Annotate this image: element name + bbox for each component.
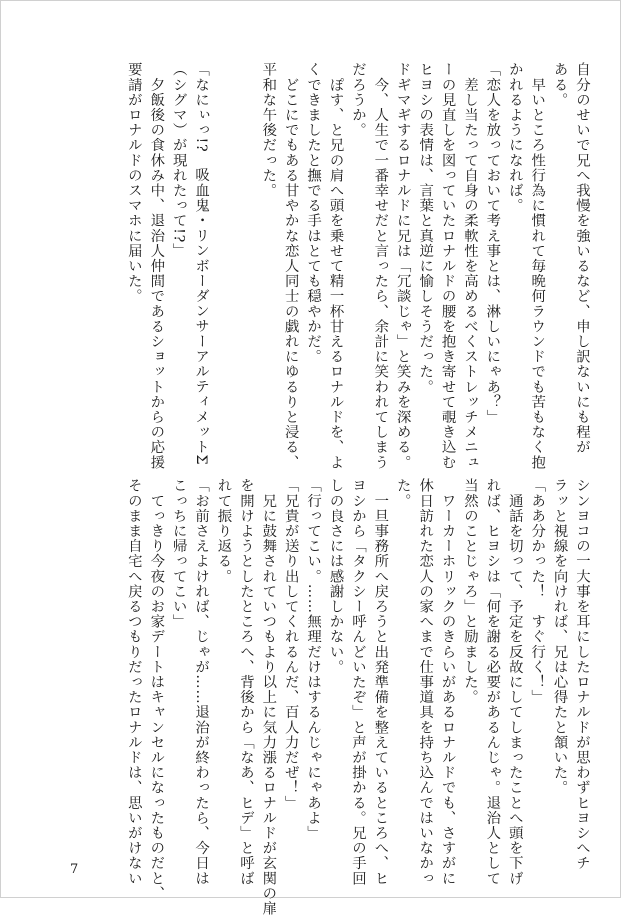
lower-text-line: しの良さには感謝しかない。 (327, 478, 344, 675)
upper-text-line: 自分のせいで兄へ我慢を強いるなど、申し訳ないにも程が (574, 62, 590, 455)
upper-text-line: 今、人生で一番幸せだと言ったら、余計に笑われてしまう (372, 62, 389, 470)
upper-text-line: どこにでもある甘やかな恋人同士の戯れにゆるりと浸る、 (282, 62, 299, 470)
upper-text-line: ある。 (551, 62, 568, 108)
upper-text-line (235, 62, 257, 442)
lower-text-line: ヨシから「タクシー呼んどいたぞ」と声が掛かる。兄の手回 (349, 478, 366, 886)
upper-text-line: ドギマギするロナルドに兄は「冗談じゃ」と笑みを深める。 (394, 62, 411, 470)
lower-text-line: 「行ってこい。……無理だけはするんじゃにゃあよ」 (305, 478, 322, 841)
upper-text-line: ーの見直しを図っていたロナルドの腰を抱き寄せて覗き込む (439, 62, 456, 470)
upper-text-line: くできましたと撫でる手はとても穏やかだ。 (305, 62, 322, 364)
lower-text-line: れて振り返る。 (215, 478, 232, 584)
lower-text-line: そのまま自宅へ戻るつもりだったロナルドは、思いがけない (125, 478, 142, 886)
lower-text-line: シンヨコの一大事を耳にしたロナルドが思わずヒヨシへチ (574, 478, 590, 871)
lower-text-line: 「兄貴が送り出してくれるんだ、百人力だぜ！」 (282, 478, 299, 811)
lower-text-line: 通話を切って、予定を反故にしてしまったことへ頭を下げ (506, 478, 523, 886)
upper-text-line (212, 62, 234, 442)
lower-text-line: 休日訪れた恋人の家へまで仕事道具を持ち込んではいなかっ (417, 478, 434, 886)
upper-text-line: 早いところ性行為に慣れて毎晩何ラウンドでも苦もなく抱 (529, 62, 546, 470)
upper-text-line: 差し当たって自身の柔軟性を高めるべくストレッチメニュ (461, 62, 478, 470)
lower-text-line: を開けようとしたところへ、背後から「なあ、ヒデ」と呼ば (237, 478, 254, 886)
lower-text-line: た。 (394, 478, 411, 509)
upper-text-line: 「恋人を放っておいて考え事とは、淋しいにゃあ？」 (484, 62, 501, 425)
lower-text-line: ワーカーホリックのきらいがあるロナルドでも、さすがに (439, 478, 456, 886)
lower-text-line: てっきり今夜のお家デートはキャンセルになったものだと、 (148, 478, 165, 901)
upper-text-line: かれるようになれば。 (506, 62, 523, 213)
page-number: 7 (70, 862, 79, 877)
lower-text-block (122, 478, 593, 916)
lower-text-line: 兄に鼓舞されていつもより以上に気力漲るロナルドが玄関の扉 (260, 478, 277, 916)
lower-text-line: ラッと視線を向ければ、兄は心得たと頷いた。 (551, 478, 568, 796)
upper-text-block (122, 62, 593, 470)
upper-text-line: ぽす、と兄の肩へ頭を乗せて精一杯甘えるロナルドを、よ (327, 62, 344, 470)
upper-text-line: 「なにぃっ!? 吸血鬼・リンボーダンサーアルティメットΣ (193, 62, 210, 466)
lower-text-line: こっちに帰ってこい」 (170, 478, 187, 629)
upper-text-line: 平和な午後だった。 (260, 62, 277, 198)
upper-text-line: 夕飯後の食休み中、退治人仲間であるショットからの応援 (148, 62, 165, 470)
upper-text-line: 要請がロナルドのスマホに届いた。 (125, 62, 142, 304)
lower-text-line: 当然のことじゃろ」と励ました。 (461, 478, 478, 705)
lower-text-line: れば、ヒヨシは「何を謝る必要があるんじゃ。退治人として (484, 478, 501, 886)
lower-text-line: 一旦事務所へ戻ろうと出発準備を整えているところへ、ヒ (372, 478, 389, 886)
lower-text-line: 「お前さえよければ、じゃが……退治が終わったら、今日は (193, 478, 210, 886)
upper-text-line: だろうか。 (349, 62, 366, 138)
upper-text-line: ヒヨシの表情は、言葉と真逆に愉しそうだった。 (417, 62, 434, 395)
upper-text-line: （シグマ）が現れたって!?」 (170, 62, 187, 259)
lower-text-line: 「ああ分かった！ すぐ行く！」 (529, 478, 546, 705)
